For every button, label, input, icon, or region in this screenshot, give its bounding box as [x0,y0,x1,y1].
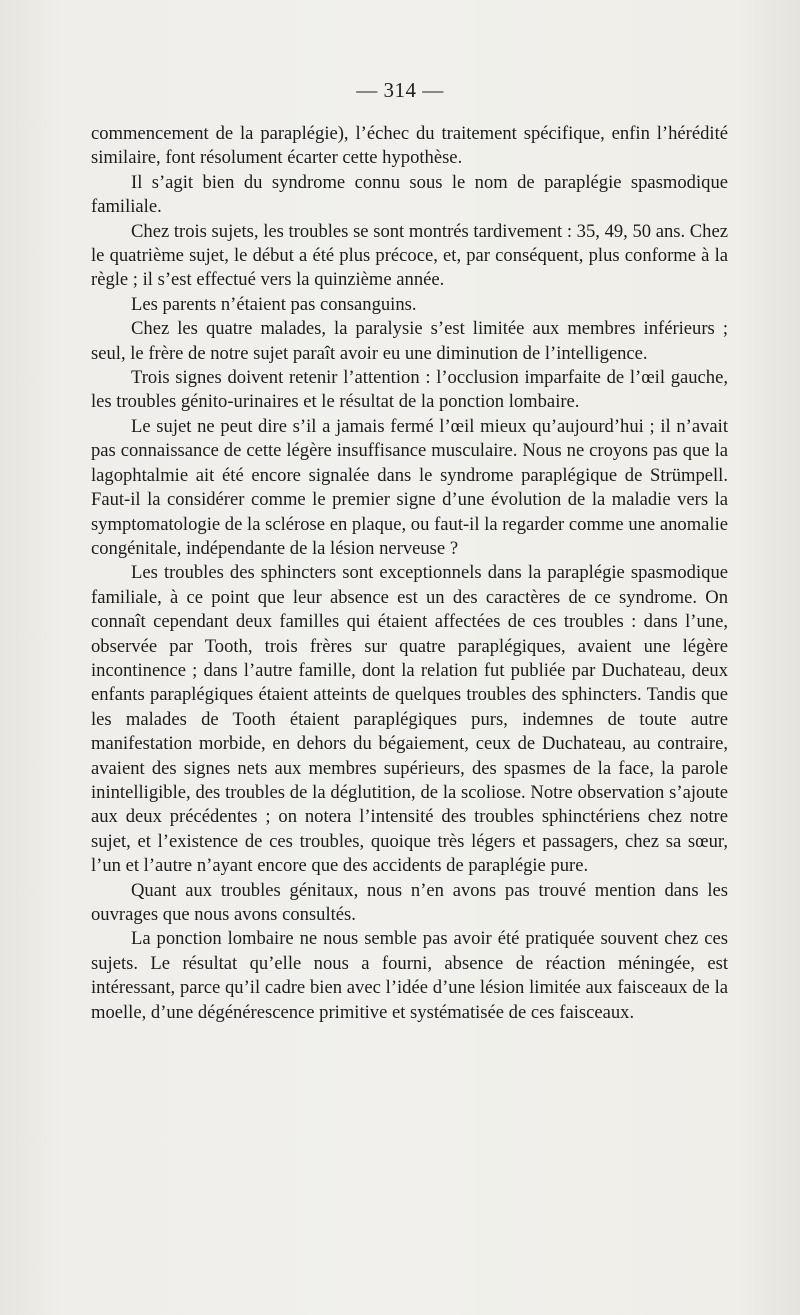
paragraph-2: Il s’agit bien du syndrome connu sous le nom de paraplégie spasmodique familiale. [91,171,728,218]
paragraph-3: Chez trois sujets, les troubles se sont montrés tardivement : 35, 49, 50 ans. Chez le quatrième sujet, le début a été plus précoce, et, par conséquent, plus conforme à la règle ; il s’est effectué vers la quinzième année. [91,220,728,291]
page-number: — 314 — [356,78,444,102]
paragraph-9: Quant aux troubles génitaux, nous n’en avons pas trouvé mention dans les ouvrages que nous avons consultés. [91,879,728,925]
paragraph-4: Les parents n’étaient pas consanguins. [131,293,417,315]
paragraph-8: Les troubles des sphincters sont exceptionnels dans la paraplégie spasmodique familiale, à ce point que leur absence est un des caractères de ce syndrome. On connaît cependant deux familles qui étaient affectées de ces troubles : dans l’une, observée par Tooth, trois frères sur quatre paraplégiques, avaient une légère incontinence ; dans l’autre famille, dont la relation fut publiée par Duchateau, deux enfants paraplégiques étaient atteints de quelques troubles des sphincters. Tandis que les malades de Tooth étaient paraplégiques purs, indemnes de toute autre manifestation morbide, en dehors du bégaiement, ceux de Duchateau, au contraire, avaient des signes nets aux membres supérieurs, des spasmes de la face, la parole inintelligible, des troubles de la déglutition, de la scoliose. Notre observation s’ajoute aux deux précédentes ; on notera l’intensité des troubles sphinctériens chez notre sujet, et l’existence de ces troubles, quoique très légers et passagers, chez sa sœur, l’un et l’autre n’ayant encore que des accidents de paraplégie pure. [91,562,728,877]
paragraph-1: commencement de la paraplégie), l’échec du traitement spécifique, enfin l’hérédité similaire, font résolument écarter cette hypothèse. [91,123,728,169]
body-text [91,122,728,1025]
paragraph-5: Chez les quatre malades, la paralysie s’est limitée aux membres inférieurs ; seul, le frère de notre sujet paraît avoir eu une diminution de l’intelligence. [91,318,728,364]
paragraph-10: La ponction lombaire ne nous semble pas avoir été pratiquée souvent chez ces sujets. Le résultat qu’elle nous a fourni, absence de réaction méningée, est intéressant, parce qu’il cadre bien avec l’idée d’une lésion limitée aux faisceaux de la moelle, d’une dégénérescence primitive et systématisée de ces faisceaux. [91,928,728,1023]
paragraph-7: Le sujet ne peut dire s’il a jamais fermé l’œil mieux qu’aujourd’hui ; il n’avait pas connaissance de cette légère insuffisance musculaire. Nous ne croyons pas que la lagophtalmie ait été encore signalée dans le syndrome paraplégique de Strümpell. Faut-il la considérer comme le premier signe d’une évolution de la maladie vers la symptomatologie de la sclérose en plaque, ou faut-il la regarder comme une anomalie congénitale, indépendante de la lésion nerveuse ? [91,415,728,559]
paragraph-6: Trois signes doivent retenir l’attention : l’occlusion imparfaite de l’œil gauche, les troubles génito-urinaires et le résultat de la ponction lombaire. [91,367,728,413]
